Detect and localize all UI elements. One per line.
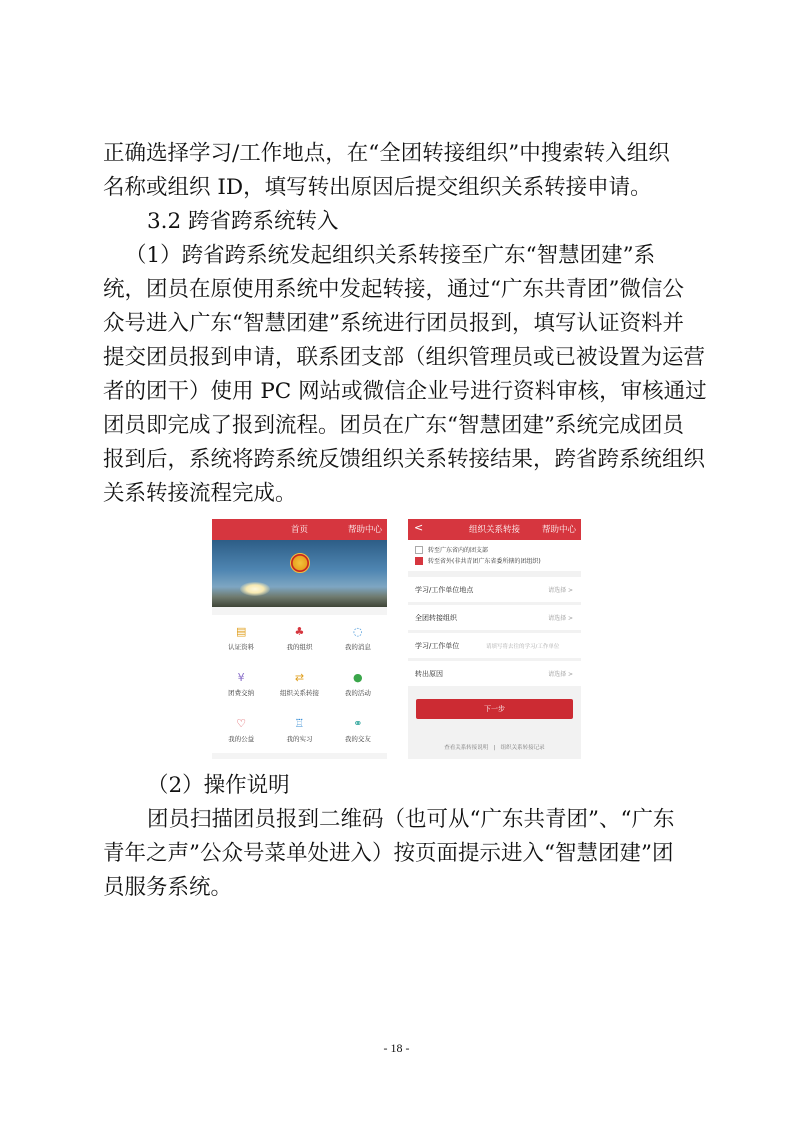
field-label: 学习/工作单位地点 — [415, 585, 474, 594]
section-heading-operation: （2）操作说明 — [147, 773, 290, 798]
friends-icon: ⚭ — [353, 717, 363, 730]
checkbox-checked[interactable] — [415, 557, 423, 565]
help-center-link[interactable]: 帮助中心 — [347, 525, 382, 535]
text-line: 正确选择学习/工作地点，在“全团转接组织”中搜索转入组织 — [103, 141, 670, 166]
paragraph-1 — [103, 137, 703, 205]
menu-item-label: 组织关系转接 — [279, 689, 319, 697]
field-work-location[interactable] — [408, 577, 581, 602]
menu-item[interactable] — [212, 615, 270, 661]
phone-screenshot-transfer — [408, 519, 581, 759]
field-select[interactable]: 请选择 > — [548, 615, 573, 622]
menu-item-label: 我的公益 — [228, 735, 255, 743]
menu-item[interactable] — [270, 661, 328, 707]
menu-item[interactable] — [329, 615, 387, 661]
transfer-scope-options — [408, 540, 581, 571]
menu-item-label: 我的交友 — [344, 735, 371, 743]
back-icon[interactable]: < — [414, 521, 424, 534]
id-card-icon: ▤ — [235, 625, 247, 638]
menu-item-label: 认证资料 — [228, 643, 255, 651]
paragraph-2 — [103, 239, 707, 511]
text-line: 关系转接流程完成。 — [103, 481, 297, 506]
message-icon: ◌ — [353, 625, 363, 638]
link-divider: | — [490, 745, 499, 751]
menu-item-label: 我的活动 — [344, 689, 371, 697]
next-button[interactable]: 下一步 — [416, 699, 573, 719]
menu-item-label: 我的组织 — [286, 643, 313, 651]
menu-item-label: 团费交纳 — [228, 689, 255, 697]
menu-item[interactable] — [270, 707, 328, 753]
text-line: 员服务系统。 — [103, 875, 233, 900]
heart-icon: ♡ — [236, 717, 247, 730]
paragraph-3 — [103, 803, 703, 905]
menu-item-label: 我的实习 — [286, 735, 313, 743]
youth-league-emblem-icon — [290, 553, 310, 573]
transfer-icon: ⇄ — [294, 671, 305, 684]
text-line: 名称或组织 ID，填写转出原因后提交组织关系转接申请。 — [103, 175, 652, 200]
text-line: 众号进入广东“智慧团建”系统进行团员报到，填写认证资料并 — [103, 311, 684, 336]
menu-item[interactable] — [212, 707, 270, 753]
text-line: 青年之声”公众号菜单处进入）按页面提示进入“智慧团建”团 — [103, 841, 674, 866]
option-label: 转至广东省内的团支部 — [428, 547, 489, 554]
menu-item[interactable] — [212, 661, 270, 707]
text-line: 统，团员在原使用系统中发起转接，通过“广东共青团”微信公 — [103, 277, 684, 302]
text-line: 团员即完成了报到流程。团员在广东“智慧团建”系统完成团员 — [103, 413, 684, 438]
field-reason[interactable] — [408, 661, 581, 686]
home-menu-grid — [212, 615, 387, 753]
menu-item[interactable] — [329, 707, 387, 753]
app-header — [408, 519, 581, 540]
field-label: 学习/工作单位 — [415, 641, 460, 650]
header-title: 首页 — [290, 525, 308, 535]
field-input[interactable]: 请填写将去往的学习/工作单位 — [486, 643, 560, 650]
menu-item-label: 我的消息 — [344, 643, 371, 651]
option-out-of-province[interactable] — [415, 555, 574, 566]
field-target-org[interactable] — [408, 605, 581, 630]
option-label: 转至省外(非共青团广东省委所辖的团组织) — [428, 558, 541, 565]
app-header — [212, 519, 387, 540]
field-select[interactable]: 请选择 > — [548, 587, 573, 594]
page-number: - 18 - — [383, 1041, 410, 1055]
field-label: 转出原因 — [415, 669, 443, 678]
sunrise-glow — [240, 582, 270, 596]
transfer-guide-link[interactable]: 查看关系转接说明 — [444, 745, 489, 751]
checkbox[interactable] — [415, 546, 423, 554]
text-line: （1）跨省跨系统发起组织关系转接至广东“智慧团建”系 — [125, 243, 656, 268]
text-line: 团员扫描团员报到二维码（也可从“广东共青团”、“广东 — [147, 807, 675, 832]
option-within-province[interactable] — [415, 544, 574, 555]
transfer-records-link[interactable]: 组织关系转接记录 — [500, 745, 545, 751]
text-line: 提交团员报到申请，联系团支部（组织管理员或已被设置为运营 — [103, 345, 706, 370]
phone-screenshot-home — [212, 519, 387, 759]
section-heading-3-2: 3.2 跨省跨系统转入 — [147, 209, 339, 234]
fee-icon: ¥ — [237, 671, 245, 684]
field-label: 全团转接组织 — [415, 613, 457, 622]
field-work-unit[interactable] — [408, 633, 581, 658]
banner-image — [212, 540, 387, 607]
balloon-icon: ● — [353, 671, 363, 684]
header-title: 组织关系转接 — [468, 525, 520, 535]
text-line: 者的团干）使用 PC 网站或微信企业号进行资料审核，审核通过 — [103, 379, 707, 404]
bottom-links — [408, 743, 581, 751]
text-line: 报到后，系统将跨系统反馈组织关系转接结果，跨省跨系统组织 — [103, 447, 706, 472]
field-select[interactable]: 请选择 > — [548, 671, 573, 678]
menu-item[interactable] — [270, 615, 328, 661]
transfer-form — [408, 577, 581, 686]
org-chart-icon: ♣ — [294, 625, 305, 638]
help-center-link[interactable]: 帮助中心 — [541, 525, 576, 535]
menu-item[interactable] — [329, 661, 387, 707]
intern-icon: ♖ — [294, 717, 305, 730]
